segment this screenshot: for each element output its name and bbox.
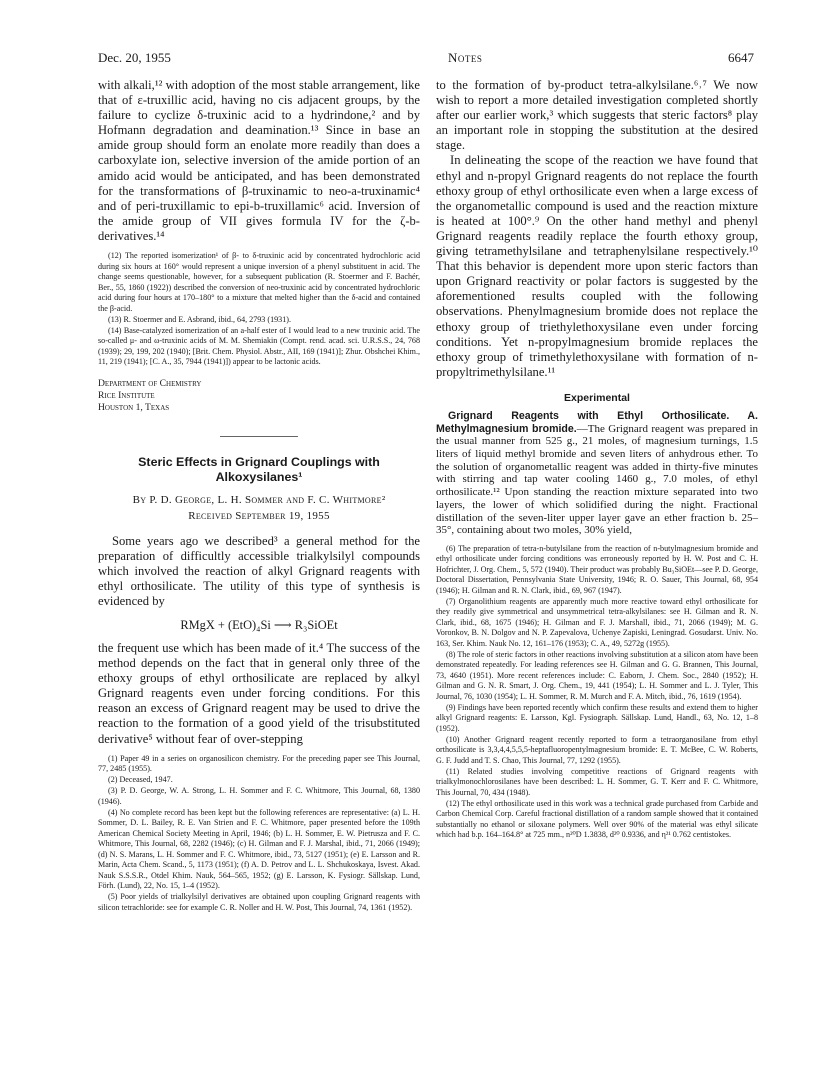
paragraph-intro: Some years ago we described³ a general method for the preparation of difficultly accessible trialkylsilyl compounds which involved the reaction of alkyl Grignard reagents with ethyl orthosilicate. The utility of this type of synthesis is evidenced by bbox=[98, 533, 420, 608]
affiliation-institute: Rice Institute bbox=[98, 389, 155, 401]
affiliation-department: Department of Chemistry bbox=[98, 377, 202, 389]
footnote-10: (10) Another Grignard reagent recently reported to form a tetraorganosilane from ethyl orthosilicate is 3,3,4,4,5,5,5-heptafluoropentylmagnesium bromide: E. T. McBee, C. W. Roberts, G. F. Judd and T. S. Chao, This Journal, 77, 1292 (1955). bbox=[436, 734, 758, 765]
footnote-11: (11) Related studies involving competitive reactions of Grignard reagents with trialkylmonochlorosilanes have been described: L. H. Sommer, G. T. Kerr and F. C. Whitmore, This Journal, 70, 434 (1948). bbox=[436, 766, 758, 797]
article-authors: By P. D. George, L. H. Sommer and F. C. Whitmore² bbox=[132, 493, 386, 506]
footnote-9: (9) Findings have been reported recently which confirm these results and extend them to higher alkyl Grignard reagents: E. Larsson, Kgl. Fysiograph. Sällskap. Lund, Handl., 63, No. 12, 1–8 (1952). bbox=[436, 702, 758, 733]
experimental-text: —The Grignard reagent was prepared in the usual manner from 525 g., 21 moles, of magnesium turnings, 1.5 liters of liquid methyl bromide and seven liters of anhydrous ether. To the solution of organometallic reagent was added in thirty-five minutes with stirring and tap water cooling 1460 g., 7.0 moles, of ethyl orthosilicate.¹² Upon standing the reaction mixture separated into two layers, the lower of which solidified during the night. Fractional distillation of the seven-liter upper layer gave an ether fraction b. 25–35°, containing about two moles, 30% yield, bbox=[436, 422, 759, 537]
footnote-12-prev: (12) The reported isomerization¹ of β- to δ-truxinic acid by concentrated hydrochloric acid during six hours at 160° would represent a unique inversion of a phenyl substituent in acid. The change seems questionable, however, for a subsequent publication (R. Stoermer and F. Bachér, Ber., 55, 1860 (1922)) described the conversion of neo-truxinic acid by concentrated hydrochloric acid during four hours at 170–180° to a mixture that melted higher than the δ-acid and contained the β-acid. bbox=[98, 251, 420, 313]
header-page-number: 6647 bbox=[728, 50, 754, 65]
experimental-heading: Experimental bbox=[564, 391, 630, 404]
footnote-1: (1) Paper 49 in a series on organosilicon chemistry. For the preceding paper see This Journal, 77, 2485 (1955). bbox=[98, 753, 420, 774]
paragraph-method: the frequent use which has been made of it.⁴ The success of the method depends on the fact that in general only three of the ethoxy groups of ethyl orthosilicate are replaced by alkyl Grignard reagents even under forcing conditions. For this reason an excess of Grignard reagent may be used to drive the reaction to the formation of a good yield of the trisubstituted derivative⁵ without fear of over-stepping bbox=[98, 641, 420, 746]
footnote-2: (2) Deceased, 1947. bbox=[108, 775, 173, 785]
left-column bbox=[98, 78, 420, 914]
footnote-4: (4) No complete record has been kept but the following references are representative: (a) L. H. Sommer, D. L. Bailey, R. E. Van Strien and F. C. Whitmore, paper presented before the 109th American Chemical Society Meeting in April, 1946; (b) L. H. Sommer, E. W. Pietrusza and F. C. Whitmore, This Journal, 68, 2282 (1946); (c) H. Gilman and F. J. Marshal, ibid., 71, 2066 (1949); (d) N. S. Marans, L. H. Sommer and F. C. Whitmore, ibid., 73, 5127 (1951); (e) E. Larsson and R. Marin, Acta Chem. Scand., 5, 1173 (1951); (f) A. D. Petrov and L. L. Shchukoskaya, Isvest. Akad. Nauk S.S.S.R., Otdel Khim. Nauk, 564–565, 1952; (g) E. Larsson, K. Fysiogr. Sällskap. Lund, Förh. (Lund), 22, No. 15, 1–4 (1952). bbox=[98, 807, 420, 891]
affiliation-city: Houston 1, Texas bbox=[98, 401, 170, 413]
footnote-14-prev: (14) Base-catalyzed isomerization of an a-half ester of I would lead to a new truxinic acid. The so-called μ- and ω-truxinic acids of M. M. Shemiakin (Compt. rend. acad. sci. U.R.S.S., 24, 768 (1939); 29, 199, 202 (1940); [Brit. Chem. Physiol. Abstr., AII, 169 (1941)]; Zhur. Obshchei Khim., 11, 219 (1941); [C. A., 35, 7944 (1941)]) appear to be lactonic acids. bbox=[98, 325, 420, 367]
reaction-equation: RMgX + (EtO)₄Si ⟶ R₃SiOEt bbox=[180, 618, 338, 632]
received-date: Received September 19, 1955 bbox=[188, 509, 330, 522]
section-divider bbox=[220, 436, 298, 437]
footnote-3: (3) P. D. George, W. A. Strong, L. H. Sommer and F. C. Whitmore, This Journal, 68, 1380 (1946). bbox=[98, 786, 420, 806]
footnote-5: (5) Poor yields of trialkylsilyl derivatives are obtained upon coupling Grignard reagents with silicon tetrachloride: see for example C. R. Noller and H. W. Post, This Journal, 74, 1361 (1952). bbox=[98, 892, 420, 912]
article-title: Steric Effects in Grignard Couplings with Alkoxysilanes¹ bbox=[138, 454, 380, 484]
paragraph-continued-right: to the formation of by-product tetra-alkylsilane.⁶˒⁷ We now wish to report a more detailed investigation completed shortly after our earlier work,³ which suggests that steric factors⁸ play an important role in stopping the substitution at the desired stage. bbox=[436, 78, 758, 153]
footnotes-previous-article bbox=[98, 251, 420, 368]
header-date: Dec. 20, 1955 bbox=[98, 50, 171, 65]
experimental-paragraph bbox=[436, 410, 758, 537]
header-section: Notes bbox=[448, 50, 483, 65]
footnote-6: (6) The preparation of tetra-n-butylsilane from the reaction of n-butylmagnesium bromide and ethyl orthosilicate under forcing conditions was erroneously reported by H. W. Post and C. H. Hofrichter, J. Org. Chem., 5, 572 (1940). Their product was probably Bu₃SiOEt—see P. D. George, Doctoral Dissertation, Pennsylvania State University, 1946; R. O. Sauer, This Journal, 68, 954 (1946); H. Gilman and R. N. Clark, ibid., 69, 967 (1947). bbox=[436, 543, 758, 595]
footnote-12: (12) The ethyl orthosilicate used in this work was a technical grade purchased from Carbide and Carbon Chemical Corp. Careful fractional distillation of a random sample showed that it contained substantially no ethanol or siloxane polymers. Well over 90% of the material was ethyl silicate which had b.p. 164–164.8° at 725 mm., n²⁰D 1.3838, d²⁰ 0.9336, and η²¹ 0.762 centistokes. bbox=[436, 798, 758, 840]
right-column bbox=[436, 78, 758, 841]
footnote-8: (8) The role of steric factors in other reactions involving substitution at a silicon atom have been demonstrated repeatedly. For leading references see H. Gilman and G. G. Brannen, This Journal, 73, 4640 (1951). More recent references include: C. Eaborn, J. Chem. Soc., 2840 (1952); H. Gilman and G. N. R. Smart, J. Org. Chem., 19, 441 (1954); L. H. Sommer and L. J. Tyler, This Journal, 76, 1030 (1954); L. H. Sommer, R. M. Murch and F. A. Mitch, ibid., 76, 1619 (1954). bbox=[436, 649, 758, 701]
footnote-7: (7) Organolithium reagents are apparently much more reactive toward ethyl orthosilicate for they readily give symmetrical and unsymmetrical tetra-alkylsilanes: see H. Gilman and R. N. Clark, ibid., 68, 1675 (1946); H. Gilman and F. J. Marshall, ibid., 71, 2066 (1949); M. G. Voronkov, B. N. Dolgov and N. P. Zapevalova, Uchenye Zapiski, Leningrad. Gosudarst. Univ. No. 163, Ser. Khim. Nauk No. 12, 161–176 (1953); C. A., 49, 5272g (1955). bbox=[436, 596, 758, 648]
footnote-13-prev: (13) R. Stoermer and E. Asbrand, ibid., 64, 2793 (1931). bbox=[108, 314, 291, 324]
experimental-subheading: Grignard Reagents with Ethyl Orthosilicate. A. Methylmagnesium bromide. bbox=[436, 409, 758, 435]
paragraph-scope: In delineating the scope of the reaction we have found that ethyl and n-propyl Grignard reagents do not replace the fourth ethoxy group of ethyl orthosilicate even when a large excess of the organometallic compound is used and the reaction mixture is heated at 100°.⁹ On the other hand methyl and phenyl Grignard reagents readily replace the fourth ethoxy group, giving tetramethylsilane and tetraphenylsilane respectively.¹⁰ That this behavior is dependent more upon steric factors than upon Grignard reactivity or polar factors is suggested by the aforementioned results coupled with the following observations. Phenylmagnesium bromide does not replace the ethoxy group of triethylethoxysilane even under forcing conditions. Yet n-propylmagnesium bromide replaces the ethoxy group of trimethylethoxysilane with formation of n-propyltrimethylsilane.¹¹ bbox=[436, 153, 758, 379]
paragraph-continued-left: with alkali,¹² with adoption of the most stable arrangement, like that of ε-truxillic acid, having no cis adjacent groups, by the failure to cyclize δ-truxinic acid to a hydrindone,² and by Hofmann degradation and deamination.¹³ Since in base an amide group should form an enolate more readily than does a carboxylate ion, selective inversion of the amide portion of an amido acid would be anticipated, and has been demonstrated for the transformations of β-truxinamic to neo-a-truxinamic⁴ and of peri-truxillamic to epi-b-truxillamic⁶ acid. Inversion of the amide group of VII gives formula IV for the ζ-b-derivatives.¹⁴ bbox=[98, 78, 420, 243]
footnotes-right bbox=[436, 544, 758, 841]
footnotes-left bbox=[98, 754, 420, 914]
affiliation bbox=[98, 378, 420, 414]
